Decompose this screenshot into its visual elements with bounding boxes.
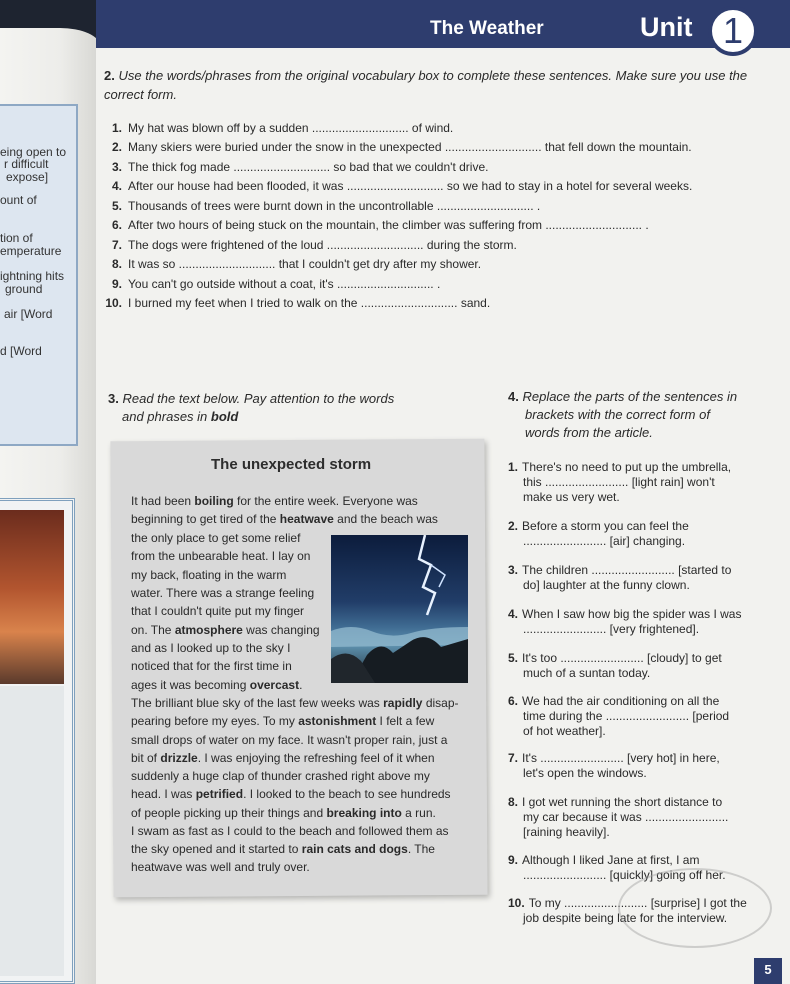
story-line: [131, 604, 304, 618]
vocab-line: ightning hits: [0, 269, 65, 283]
story-text-segment: a run.: [401, 806, 436, 820]
exercise-number: 4.: [508, 389, 519, 404]
exercise-item-continuation: [523, 534, 685, 549]
story-text-segment: . I looked to the beach to see hundreds: [243, 787, 451, 801]
story-line: [131, 659, 292, 673]
exercise-item-continuation: [523, 724, 606, 739]
story-text-segment: . I was enjoying the refreshing feel of it when: [197, 751, 435, 765]
item-text: [raining heavily].: [523, 825, 610, 839]
item-text: ......................... [very frightened].: [523, 622, 700, 636]
exercise-item: [104, 296, 490, 310]
vocab-line: r difficult: [4, 157, 49, 171]
story-keyword: breaking into: [326, 806, 402, 820]
story-text-segment: ages it was becoming: [131, 678, 250, 692]
story-line: [131, 806, 436, 820]
story-line: [131, 568, 286, 582]
instruction-text: Replace the parts of the sentences in: [522, 389, 738, 404]
item-text: I burned my feet when I tried to walk on the ............................. sand.: [128, 296, 491, 310]
story-line: [131, 714, 434, 728]
exercise-item: [508, 607, 741, 622]
item-number: 3.: [508, 563, 519, 577]
story-text-segment: beginning to get tired of the: [131, 512, 280, 526]
instruction-text: and phrases in: [122, 409, 208, 424]
item-text: The dogs were frightened of the loud ............................. during the storm.: [128, 238, 517, 252]
page-number: 5: [754, 958, 782, 984]
story-line: [131, 751, 435, 765]
item-text: To my ......................... [surprise] I got the: [528, 896, 747, 910]
story-line: [131, 531, 300, 545]
item-text: It's ......................... [very hot] in here,: [522, 751, 720, 765]
previous-page-photo: [0, 686, 64, 976]
vocab-line: ground: [5, 282, 43, 296]
item-number: 4.: [508, 607, 519, 621]
exercise-item: [508, 694, 719, 709]
story-text-segment: The brilliant blue sky of the last few weeks was: [131, 696, 384, 710]
story-line: [131, 512, 438, 526]
exercise-item-continuation: [523, 578, 690, 593]
story-line: [131, 842, 435, 856]
item-text: After two hours of being stuck on the mountain, the climber was suffering from ............................. .: [128, 218, 649, 232]
item-text: It's too ......................... [cloudy] to get: [522, 651, 722, 665]
item-text: job despite being late for the interview.: [523, 911, 728, 925]
item-number: 4.: [111, 179, 122, 193]
exercise-item: [508, 751, 720, 766]
item-number: 8.: [111, 257, 122, 271]
story-text-segment: the sky opened and it started to: [131, 842, 302, 856]
instruction-bold: bold: [210, 409, 239, 424]
story-line: [131, 623, 320, 637]
exercise-item: [508, 853, 699, 868]
item-number: 6.: [508, 694, 519, 708]
exercise-item: [104, 257, 481, 271]
exercise-number: 2.: [104, 68, 115, 83]
story-text-segment: suddenly a huge clap of thunder crashed right above my: [131, 769, 430, 783]
story-line: [131, 696, 459, 710]
item-text: much of a suntan today.: [523, 666, 651, 680]
item-number: 6.: [111, 218, 122, 232]
story-text-segment: the only place to get some relief: [131, 531, 301, 545]
instruction-text: Use the words/phrases from the original vocabulary box to complete these sentences. Make sure you use the correct form.: [104, 68, 748, 102]
exercise-item: [508, 460, 731, 475]
item-number: 9.: [111, 277, 122, 291]
story-text-segment: was changing: [242, 623, 320, 637]
story-text-segment: water. There was a strange feeling: [131, 586, 315, 600]
exercise-item-continuation: [523, 766, 647, 781]
exercise-4-instruction: [508, 388, 768, 442]
item-number: 7.: [508, 751, 519, 765]
vocab-line: expose]: [6, 170, 49, 184]
instruction-text: brackets with the correct form of: [525, 407, 710, 422]
item-number: 1.: [111, 121, 122, 135]
item-text: You can't go outside without a coat, it's ............................. .: [128, 277, 441, 291]
item-text: The thick fog made ............................. so bad that we couldn't drive.: [128, 160, 489, 174]
exercise-item: [104, 140, 692, 154]
exercise-number: 3.: [108, 391, 119, 406]
exercise-item-continuation: [523, 810, 728, 825]
vocab-line: ount of: [0, 193, 37, 207]
instruction-text: Read the text below. Pay attention to the words: [122, 391, 395, 406]
item-text: let's open the windows.: [523, 766, 647, 780]
story-text-segment: head. I was: [131, 787, 196, 801]
exercise-item: [508, 651, 722, 666]
exercise-item-continuation: [523, 666, 650, 681]
story-text-segment: on. The: [131, 623, 175, 637]
item-number: 7.: [111, 238, 122, 252]
story-text-segment: for the entire week. Everyone was: [233, 494, 418, 508]
story-keyword: heatwave: [279, 512, 334, 526]
story-line: [131, 769, 430, 783]
item-text: We had the air conditioning on all the: [522, 694, 720, 708]
item-text: When I saw how big the spider was I was: [522, 607, 742, 621]
story-text-segment: heatwave was well and truly over.: [131, 860, 310, 874]
exercise-item-continuation: [523, 825, 610, 840]
story-text-segment: and as I looked up to the sky I: [131, 641, 291, 655]
exercise-item: [104, 179, 692, 193]
item-text: There's no need to put up the umbrella,: [522, 460, 732, 474]
story-text-segment: bit of: [131, 751, 161, 765]
item-text: Before a storm you can feel the: [522, 519, 689, 533]
vocab-line: tion of: [0, 231, 33, 245]
vocab-line: air [Word: [4, 307, 53, 321]
story-line: [131, 787, 451, 801]
item-text: ......................... [quickly] going off her.: [523, 868, 726, 882]
story-text-segment: pearing before my eyes. To my: [131, 714, 299, 728]
item-text: time during the ......................... [period: [523, 709, 730, 723]
story-text-segment: my back, floating in the warm: [131, 568, 287, 582]
item-number: 8.: [508, 795, 519, 809]
item-number: 10.: [508, 896, 525, 910]
exercise-item: [104, 121, 453, 135]
storm-photo: [331, 535, 468, 683]
story-text-segment: It had been: [131, 494, 195, 508]
exercise-item: [104, 160, 488, 174]
exercise-item-continuation: [523, 490, 620, 505]
story-line: [131, 641, 290, 655]
vocab-line: eing open to: [0, 145, 67, 159]
item-text: The children ......................... [started to: [522, 563, 732, 577]
item-number: 5.: [508, 651, 519, 665]
story-keyword: rapidly: [383, 696, 423, 710]
vocab-line: emperature: [0, 244, 62, 258]
sunset-photo: [0, 510, 64, 684]
story-title: The unexpected storm: [211, 456, 372, 473]
story-line: [131, 494, 418, 508]
story-line: [131, 586, 314, 600]
exercise-item: [104, 199, 540, 213]
story-line: [131, 824, 449, 838]
item-text: Many skiers were buried under the snow in the unexpected ............................. that fell down the mountain.: [128, 140, 692, 154]
story-keyword: boiling: [194, 494, 234, 508]
item-text: My hat was blown off by a sudden ............................. of wind.: [128, 121, 454, 135]
story-text-segment: . The: [407, 842, 435, 856]
story-line: [131, 549, 310, 563]
story-text-segment: of people picking up their things and: [131, 806, 327, 820]
unit-number-badge: 1: [708, 6, 758, 56]
story-text-segment: and the beach was: [333, 512, 438, 526]
exercise-item: [508, 795, 722, 810]
item-number: 10.: [105, 296, 122, 310]
item-number: 1.: [508, 460, 519, 474]
exercise-item-continuation: [523, 475, 715, 490]
instruction-text: words from the article.: [525, 425, 653, 440]
item-number: 2.: [508, 519, 519, 533]
exercise-3-instruction: [108, 390, 438, 426]
page-title: The Weather: [430, 18, 544, 39]
story-keyword: drizzle: [160, 751, 198, 765]
item-text: Although I liked Jane at first, I am: [522, 853, 700, 867]
item-text: my car because it was .........................: [523, 810, 729, 824]
item-text: this ......................... [light rain] won't: [523, 475, 715, 489]
story-keyword: petrified: [195, 787, 244, 801]
story-line: [131, 678, 302, 692]
item-text: make us very wet.: [523, 490, 620, 504]
story-text-segment: I felt a few: [376, 714, 435, 728]
item-text: Thousands of trees were burnt down in the uncontrollable ............................. .: [128, 199, 541, 213]
item-number: 2.: [111, 140, 122, 154]
story-text-segment: I swam as fast as I could to the beach and followed them as: [131, 824, 449, 838]
exercise-item: [508, 519, 689, 534]
item-text: ......................... [air] changing.: [523, 534, 686, 548]
exercise-item: [104, 238, 517, 252]
item-number: 9.: [508, 853, 519, 867]
exercise-2-instruction: [104, 66, 754, 104]
unit-label: Unit: [640, 12, 693, 42]
vocab-line: d [Word: [0, 344, 42, 358]
watermark-stamp: [618, 868, 772, 948]
story-text-segment: .: [299, 678, 303, 692]
item-text: It was so ............................. that I couldn't get dry after my shower.: [128, 257, 482, 271]
story-text-segment: small drops of water on my face. It wasn't proper rain, just a: [131, 733, 448, 747]
item-text: After our house had been flooded, it was ............................. so we had to stay in a hotel for several weeks.: [128, 179, 693, 193]
story-keyword: atmosphere: [174, 623, 243, 637]
item-text: I got wet running the short distance to: [522, 795, 723, 809]
story-keyword: rain cats and dogs: [301, 842, 408, 856]
story-text-segment: noticed that for the first time in: [131, 659, 292, 673]
exercise-item-continuation: [523, 622, 699, 637]
exercise-item: [508, 563, 731, 578]
item-number: 5.: [111, 199, 122, 213]
exercise-item: [104, 218, 649, 232]
item-number: 3.: [111, 160, 122, 174]
story-keyword: overcast: [249, 678, 300, 692]
exercise-item-continuation: [523, 709, 729, 724]
story-line: [131, 733, 447, 747]
item-text: of hot weather].: [523, 724, 606, 738]
exercise-item: [104, 277, 440, 291]
story-text-segment: from the unbearable heat. I lay on: [131, 549, 311, 563]
story-line: [131, 860, 310, 874]
story-text-segment: disap-: [422, 696, 459, 710]
story-text-segment: that I couldn't quite put my finger: [131, 604, 305, 618]
story-keyword: astonishment: [298, 714, 377, 728]
item-text: do] laughter at the funny clown.: [523, 578, 690, 592]
